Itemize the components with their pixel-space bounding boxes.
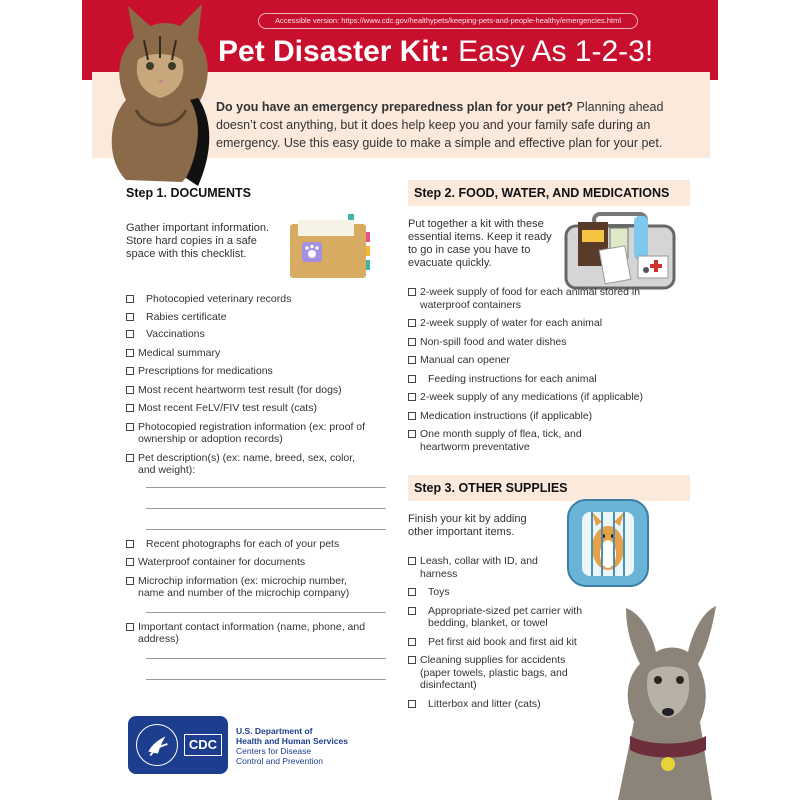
list-item[interactable]: Medical summary bbox=[126, 347, 406, 360]
hhs-seal-icon bbox=[136, 724, 178, 766]
write-line[interactable] bbox=[146, 679, 386, 680]
hhs-cdc-logo-block bbox=[128, 716, 228, 774]
list-item[interactable]: Pet first aid book and first aid kit bbox=[408, 636, 690, 649]
step1-checklist-contact bbox=[126, 621, 406, 646]
checkbox[interactable] bbox=[408, 430, 416, 438]
cat-photo bbox=[86, 0, 226, 186]
checkbox[interactable] bbox=[408, 288, 416, 296]
step1-heading: Step 1. DOCUMENTS bbox=[126, 186, 252, 200]
checkbox[interactable] bbox=[126, 367, 134, 375]
checkbox[interactable] bbox=[408, 338, 416, 346]
pet-kit-bag-illustration bbox=[564, 210, 676, 290]
list-item[interactable]: Feeding instructions for each animal bbox=[408, 373, 690, 386]
list-item[interactable]: Litterbox and litter (cats) bbox=[408, 698, 690, 711]
list-item[interactable]: Cleaning supplies for accidents (paper towels, plastic bags, and disinfectant) bbox=[408, 654, 588, 692]
list-item[interactable]: Leash, collar with ID, and harness bbox=[408, 555, 538, 580]
footer-logos bbox=[128, 716, 368, 776]
list-item[interactable]: Non-spill food and water dishes bbox=[408, 336, 690, 349]
step3-heading: Step 3. OTHER SUPPLIES bbox=[408, 475, 690, 501]
step1-section bbox=[126, 180, 406, 680]
department-text: U.S. Department of Health and Human Services Centers for Disease Control and Prevention bbox=[236, 726, 348, 766]
cdc-logo: CDC bbox=[184, 734, 222, 756]
list-item[interactable]: 2-week supply of any medications (if applicable) bbox=[408, 391, 690, 404]
pet-carrier-illustration bbox=[566, 498, 650, 588]
checkbox[interactable] bbox=[126, 295, 134, 303]
checkbox[interactable] bbox=[126, 454, 134, 462]
write-line[interactable] bbox=[146, 529, 386, 530]
intro-body: Planning ahead doesn’t cost anything, but it does help keep you and your family safe during an emergency. Use this easy guide to make a simple and effective plan for your pet. bbox=[216, 100, 664, 150]
step1-checklist-continued bbox=[126, 538, 406, 600]
checkbox[interactable] bbox=[408, 656, 416, 664]
checkbox[interactable] bbox=[408, 393, 416, 401]
checkbox[interactable] bbox=[408, 700, 416, 708]
list-item[interactable]: 2-week supply of water for each animal bbox=[408, 317, 690, 330]
list-item[interactable]: Rabies certificate bbox=[126, 311, 406, 324]
list-item[interactable]: Most recent FeLV/FIV test result (cats) bbox=[126, 402, 406, 415]
checkbox[interactable] bbox=[126, 313, 134, 321]
checkbox[interactable] bbox=[408, 412, 416, 420]
step3-description: Finish your kit by adding other important items. bbox=[408, 513, 527, 538]
write-line[interactable] bbox=[146, 487, 386, 488]
greyhound-photo bbox=[612, 604, 718, 800]
checkbox[interactable] bbox=[126, 404, 134, 412]
checkbox[interactable] bbox=[126, 558, 134, 566]
checkbox[interactable] bbox=[126, 386, 134, 394]
checkbox[interactable] bbox=[126, 330, 134, 338]
list-item[interactable]: Vaccinations bbox=[126, 328, 406, 341]
checkbox[interactable] bbox=[126, 577, 134, 585]
accessible-version-link[interactable]: Accessible version: https://www.cdc.gov/healthypets/keeping-pets-and-people-healthy/emergencies.html bbox=[258, 13, 638, 29]
checkbox[interactable] bbox=[408, 356, 416, 364]
checkbox[interactable] bbox=[126, 349, 134, 357]
step2-checklist bbox=[408, 286, 690, 453]
step1-description: Gather important information. Store hard copies in a safe space with this checklist. bbox=[126, 222, 270, 260]
title-rest: Easy As 1-2-3! bbox=[449, 35, 654, 68]
list-item[interactable]: Most recent heartworm test result (for dogs) bbox=[126, 384, 406, 397]
list-item[interactable]: Recent photographs for each of your pets bbox=[126, 538, 406, 551]
step2-description: Put together a kit with these essential items. Keep it ready to go in case you have to evacuate quickly. bbox=[408, 218, 552, 269]
checkbox[interactable] bbox=[126, 623, 134, 631]
list-item[interactable]: Pet description(s) (ex: name, breed, sex, color, and weight): bbox=[126, 452, 366, 477]
checkbox[interactable] bbox=[408, 557, 416, 565]
checkbox[interactable] bbox=[408, 638, 416, 646]
list-item[interactable]: Medication instructions (if applicable) bbox=[408, 410, 690, 423]
intro-text bbox=[216, 98, 696, 152]
write-line[interactable] bbox=[146, 658, 386, 659]
page bbox=[82, 0, 718, 800]
list-item[interactable]: Microchip information (ex: microchip number, name and number of the microchip company) bbox=[126, 575, 366, 600]
list-item[interactable]: Waterproof container for documents bbox=[126, 556, 406, 569]
step1-checklist bbox=[126, 293, 406, 477]
page-title bbox=[218, 32, 653, 72]
checkbox[interactable] bbox=[126, 540, 134, 548]
checkbox[interactable] bbox=[408, 375, 416, 383]
checkbox[interactable] bbox=[408, 319, 416, 327]
intro-lead: Do you have an emergency preparedness plan for your pet? bbox=[216, 100, 574, 114]
list-item[interactable]: Toys bbox=[408, 586, 690, 599]
title-bold: Pet Disaster Kit: bbox=[218, 35, 450, 68]
checkbox[interactable] bbox=[408, 588, 416, 596]
list-item[interactable]: Photocopied registration information (ex: proof of ownership or adoption records) bbox=[126, 421, 366, 446]
step2-heading: Step 2. FOOD, WATER, AND MEDICATIONS bbox=[408, 180, 690, 206]
list-item[interactable]: Photocopied veterinary records bbox=[126, 293, 406, 306]
list-item[interactable]: Important contact information (name, phone, and address) bbox=[126, 621, 366, 646]
list-item[interactable]: Manual can opener bbox=[408, 354, 690, 367]
list-item[interactable]: Appropriate-sized pet carrier with bedding, blanket, or towel bbox=[408, 605, 598, 630]
write-line[interactable] bbox=[146, 612, 386, 613]
checkbox[interactable] bbox=[126, 423, 134, 431]
list-item[interactable]: One month supply of flea, tick, and heartworm preventative bbox=[408, 428, 608, 453]
list-item[interactable]: Prescriptions for medications bbox=[126, 365, 406, 378]
folder-illustration bbox=[288, 212, 372, 280]
list-item[interactable]: 2-week supply of food for each animal stored in waterproof containers bbox=[408, 286, 690, 311]
write-line[interactable] bbox=[146, 508, 386, 509]
checkbox[interactable] bbox=[408, 607, 416, 615]
